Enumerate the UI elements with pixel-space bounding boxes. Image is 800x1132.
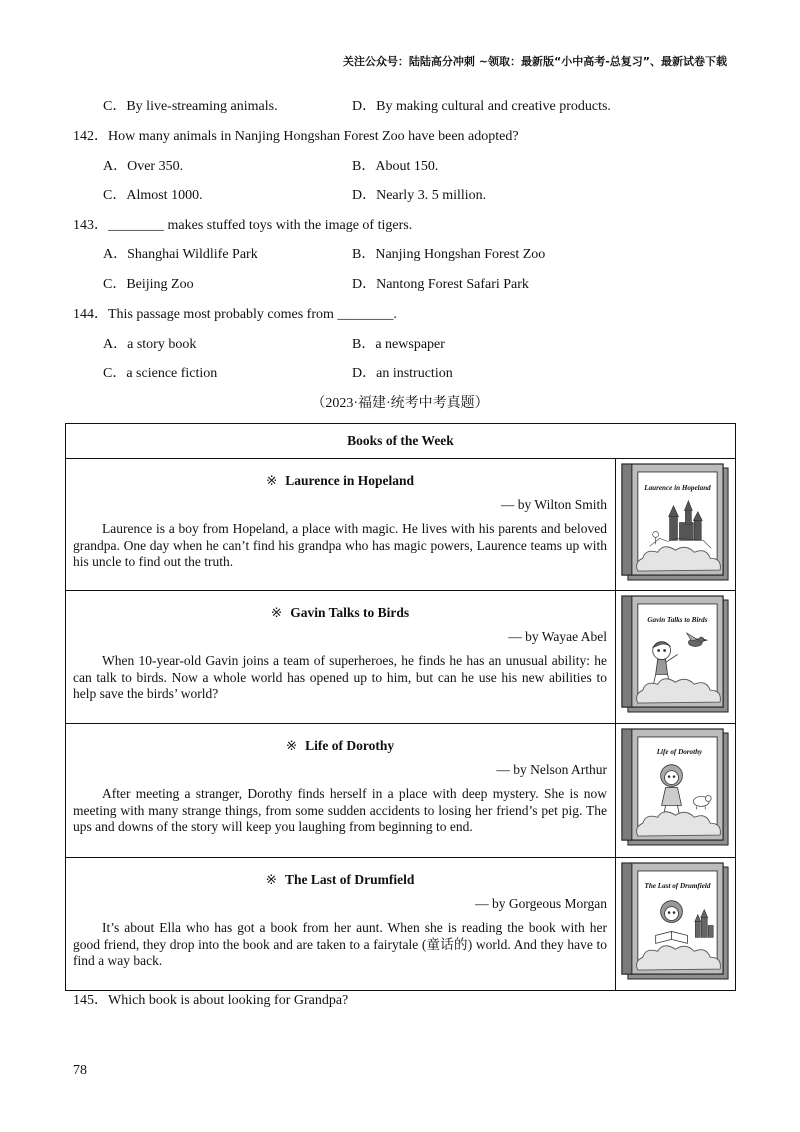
spine [622, 596, 632, 707]
header-note: 关注公众号：陆陆高分冲刺 ~领取：最新版“小中高考-总复习”、最新试卷下载 [342, 55, 727, 68]
q144-option-b: B．a newspaper [352, 337, 445, 352]
reference-mark: ※ [265, 473, 278, 488]
cover-title: Laurence in Hopeland [644, 483, 711, 492]
reference-mark: ※ [270, 605, 283, 620]
cover-title: Gavin Talks to Birds [647, 615, 708, 624]
reference-mark: ※ [285, 738, 298, 753]
book-info [66, 858, 616, 990]
source-label: （2023·福建·统考中考真题） [311, 396, 489, 411]
book-title-line [73, 473, 607, 489]
book-cover-cell [616, 591, 735, 723]
book-description: Laurence is a boy from Hopeland, a place with magic. He lives with his parents and beloved grandpa. One day when he can’t find his grandpa who has magic powers, Laurence teams up with his uncle to find out the truth. [73, 521, 607, 569]
book-row [66, 858, 735, 990]
book-title-line [73, 872, 607, 888]
book-row [66, 591, 735, 724]
q144-option-d: D．an instruction [352, 366, 453, 381]
book-info [66, 724, 616, 857]
page-number: 78 [73, 1063, 87, 1078]
q143-option-a: A．Shanghai Wildlife Park [103, 247, 258, 262]
book-row [66, 459, 735, 591]
book-info [66, 591, 616, 723]
book-description: It’s about Ella who has got a book from her aunt. When she is reading the book with her good friend, they drop into the book and are taken to a fairytale (童话的) world. And they have to find a way back. [73, 920, 607, 968]
q143-option-b: B．Nanjing Hongshan Forest Zoo [352, 247, 546, 262]
book-description: After meeting a stranger, Dorothy finds herself in a place with deep mystery. She is now meeting with many strange things, from some sudden accidents to losing her friend’s pet pig. The ups and downs of the story will keep you laughing from beginning to end. [73, 786, 607, 834]
book-cover-image [616, 591, 735, 722]
table-heading: Books of the Week [66, 424, 735, 459]
q144-stem: 144．This passage most probably comes from ________. [73, 307, 397, 322]
q142-option-c: C．Almost 1000. [103, 188, 203, 203]
book-description: When 10-year-old Gavin joins a team of superheroes, he finds he has an unusual ability: he can talk to birds. Now a whole world has opened up to him, but can he use his new abilities to help save the birds’ world? [73, 653, 607, 701]
q143-option-d: D．Nantong Forest Safari Park [352, 277, 529, 292]
q143-stem: 143．________ makes stuffed toys with the image of tigers. [73, 218, 413, 233]
spine [622, 863, 632, 974]
book-author: — by Wayae Abel [508, 629, 607, 644]
cover-title: Life of Dorothy [656, 747, 703, 756]
reference-mark: ※ [265, 872, 277, 887]
book-title-line [73, 605, 607, 621]
book-cover-cell [616, 724, 735, 857]
q141-option-d: D．By making cultural and creative products. [352, 99, 611, 114]
spine [622, 464, 632, 575]
book-title: The Last of Drumfield [284, 872, 415, 887]
book-info [66, 459, 616, 590]
book-title: Gavin Talks to Birds [290, 605, 410, 620]
q145-stem: 145．Which book is about looking for Grandpa? [73, 993, 349, 1008]
book-cover-cell [616, 858, 735, 990]
q144-option-c: C．a science fiction [103, 366, 218, 381]
spine [622, 729, 632, 840]
books-table [65, 423, 736, 991]
q141-option-c: C．By live-streaming animals. [103, 99, 278, 114]
q144-option-a: A．a story book [103, 337, 197, 352]
cover-title: The Last of Drumfield [644, 881, 711, 890]
book-title-line [73, 738, 607, 754]
book-cover-image [616, 459, 735, 590]
q142-option-a: A．Over 350. [103, 159, 184, 174]
q142-option-b: B．About 150. [352, 159, 439, 174]
book-row [66, 724, 735, 858]
book-title: Laurence in Hopeland [285, 473, 415, 488]
q143-option-c: C．Beijing Zoo [103, 277, 194, 292]
book-author: — by Nelson Arthur [496, 762, 607, 777]
book-cover-image [616, 858, 735, 989]
book-author: — by Wilton Smith [500, 497, 607, 512]
book-title: Life of Dorothy [305, 738, 395, 753]
q142-option-d: D．Nearly 3. 5 million. [352, 188, 487, 203]
q142-stem: 142．How many animals in Nanjing Hongshan Forest Zoo have been adopted? [73, 129, 519, 144]
book-cover-image [616, 724, 735, 855]
book-cover-cell [616, 459, 735, 590]
book-author: — by Gorgeous Morgan [475, 896, 607, 911]
